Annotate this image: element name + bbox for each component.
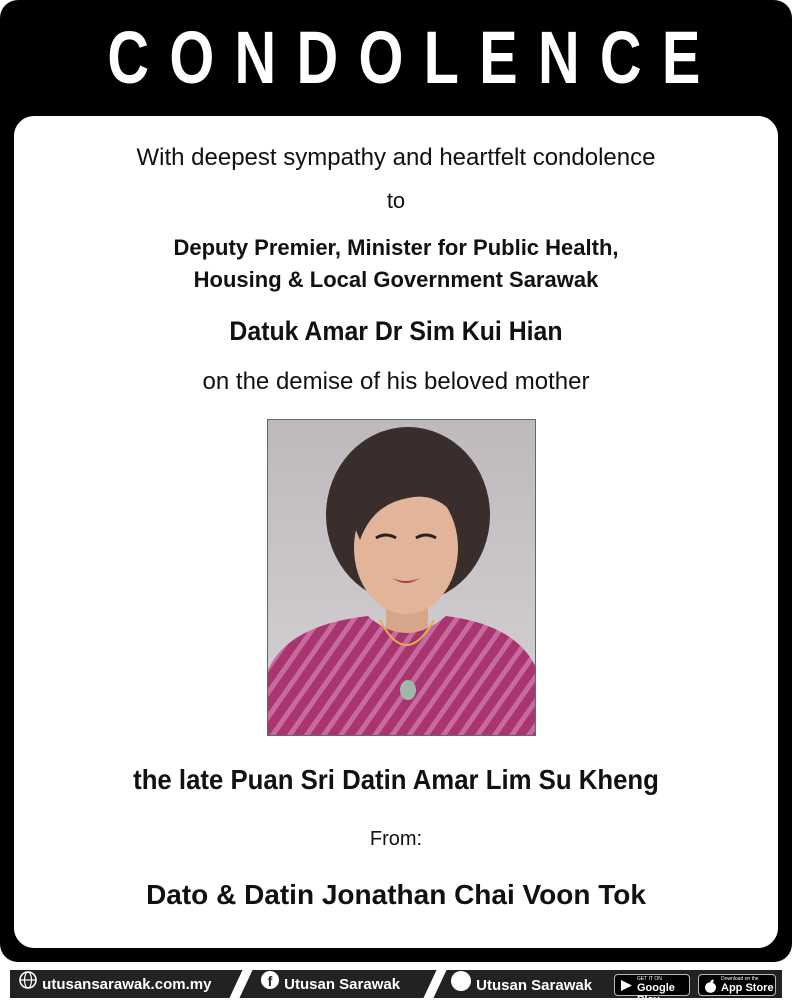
brand-link[interactable] [450,970,592,998]
recipient-title-line-2: Housing & Local Government Sarawak [193,267,599,292]
footer-bar [10,970,782,1006]
app-store-small-text: Download on the [721,976,759,982]
google-play-icon [620,979,633,997]
facebook-text: Utusan Sarawak [284,975,401,993]
header-title: CONDOLENCE [107,16,721,99]
demise-line: on the demise of his beloved mother [202,368,590,395]
website-link[interactable] [18,970,211,998]
portrait-photo [267,419,536,736]
footer [0,962,792,1006]
apple-icon [704,979,717,998]
utusan-logo-icon [450,970,472,1002]
app-store-big-text: App Store [721,982,774,994]
divider [423,970,446,998]
sender-name: Dato & Datin Jonathan Chai Voon Tok [146,879,646,910]
google-play-small-text: GET IT ON [637,976,662,982]
sympathy-line: With deepest sympathy and heartfelt condolence [136,144,656,171]
facebook-link[interactable] [260,970,400,998]
google-play-big-text: Google Play [637,982,675,1006]
google-play-badge[interactable] [614,974,690,1006]
deceased-name: the late Puan Sri Datin Amar Lim Su Kheng [133,764,659,795]
from-label: From: [369,828,423,850]
recipient-title-line-1: Deputy Premier, Minister for Public Health, [173,235,619,260]
app-store-badge[interactable] [698,974,776,996]
svg-text:f: f [267,973,273,989]
brand-text: Utusan Sarawak [476,976,593,994]
divider [229,970,252,998]
recipient-name: Datuk Amar Dr Sim Kui Hian [229,316,563,346]
to-line: to [386,188,406,213]
facebook-icon [260,970,280,1000]
website-text: utusansarawak.com.my [42,975,212,993]
globe-icon [18,970,38,1000]
portrait-illustration [268,420,536,736]
